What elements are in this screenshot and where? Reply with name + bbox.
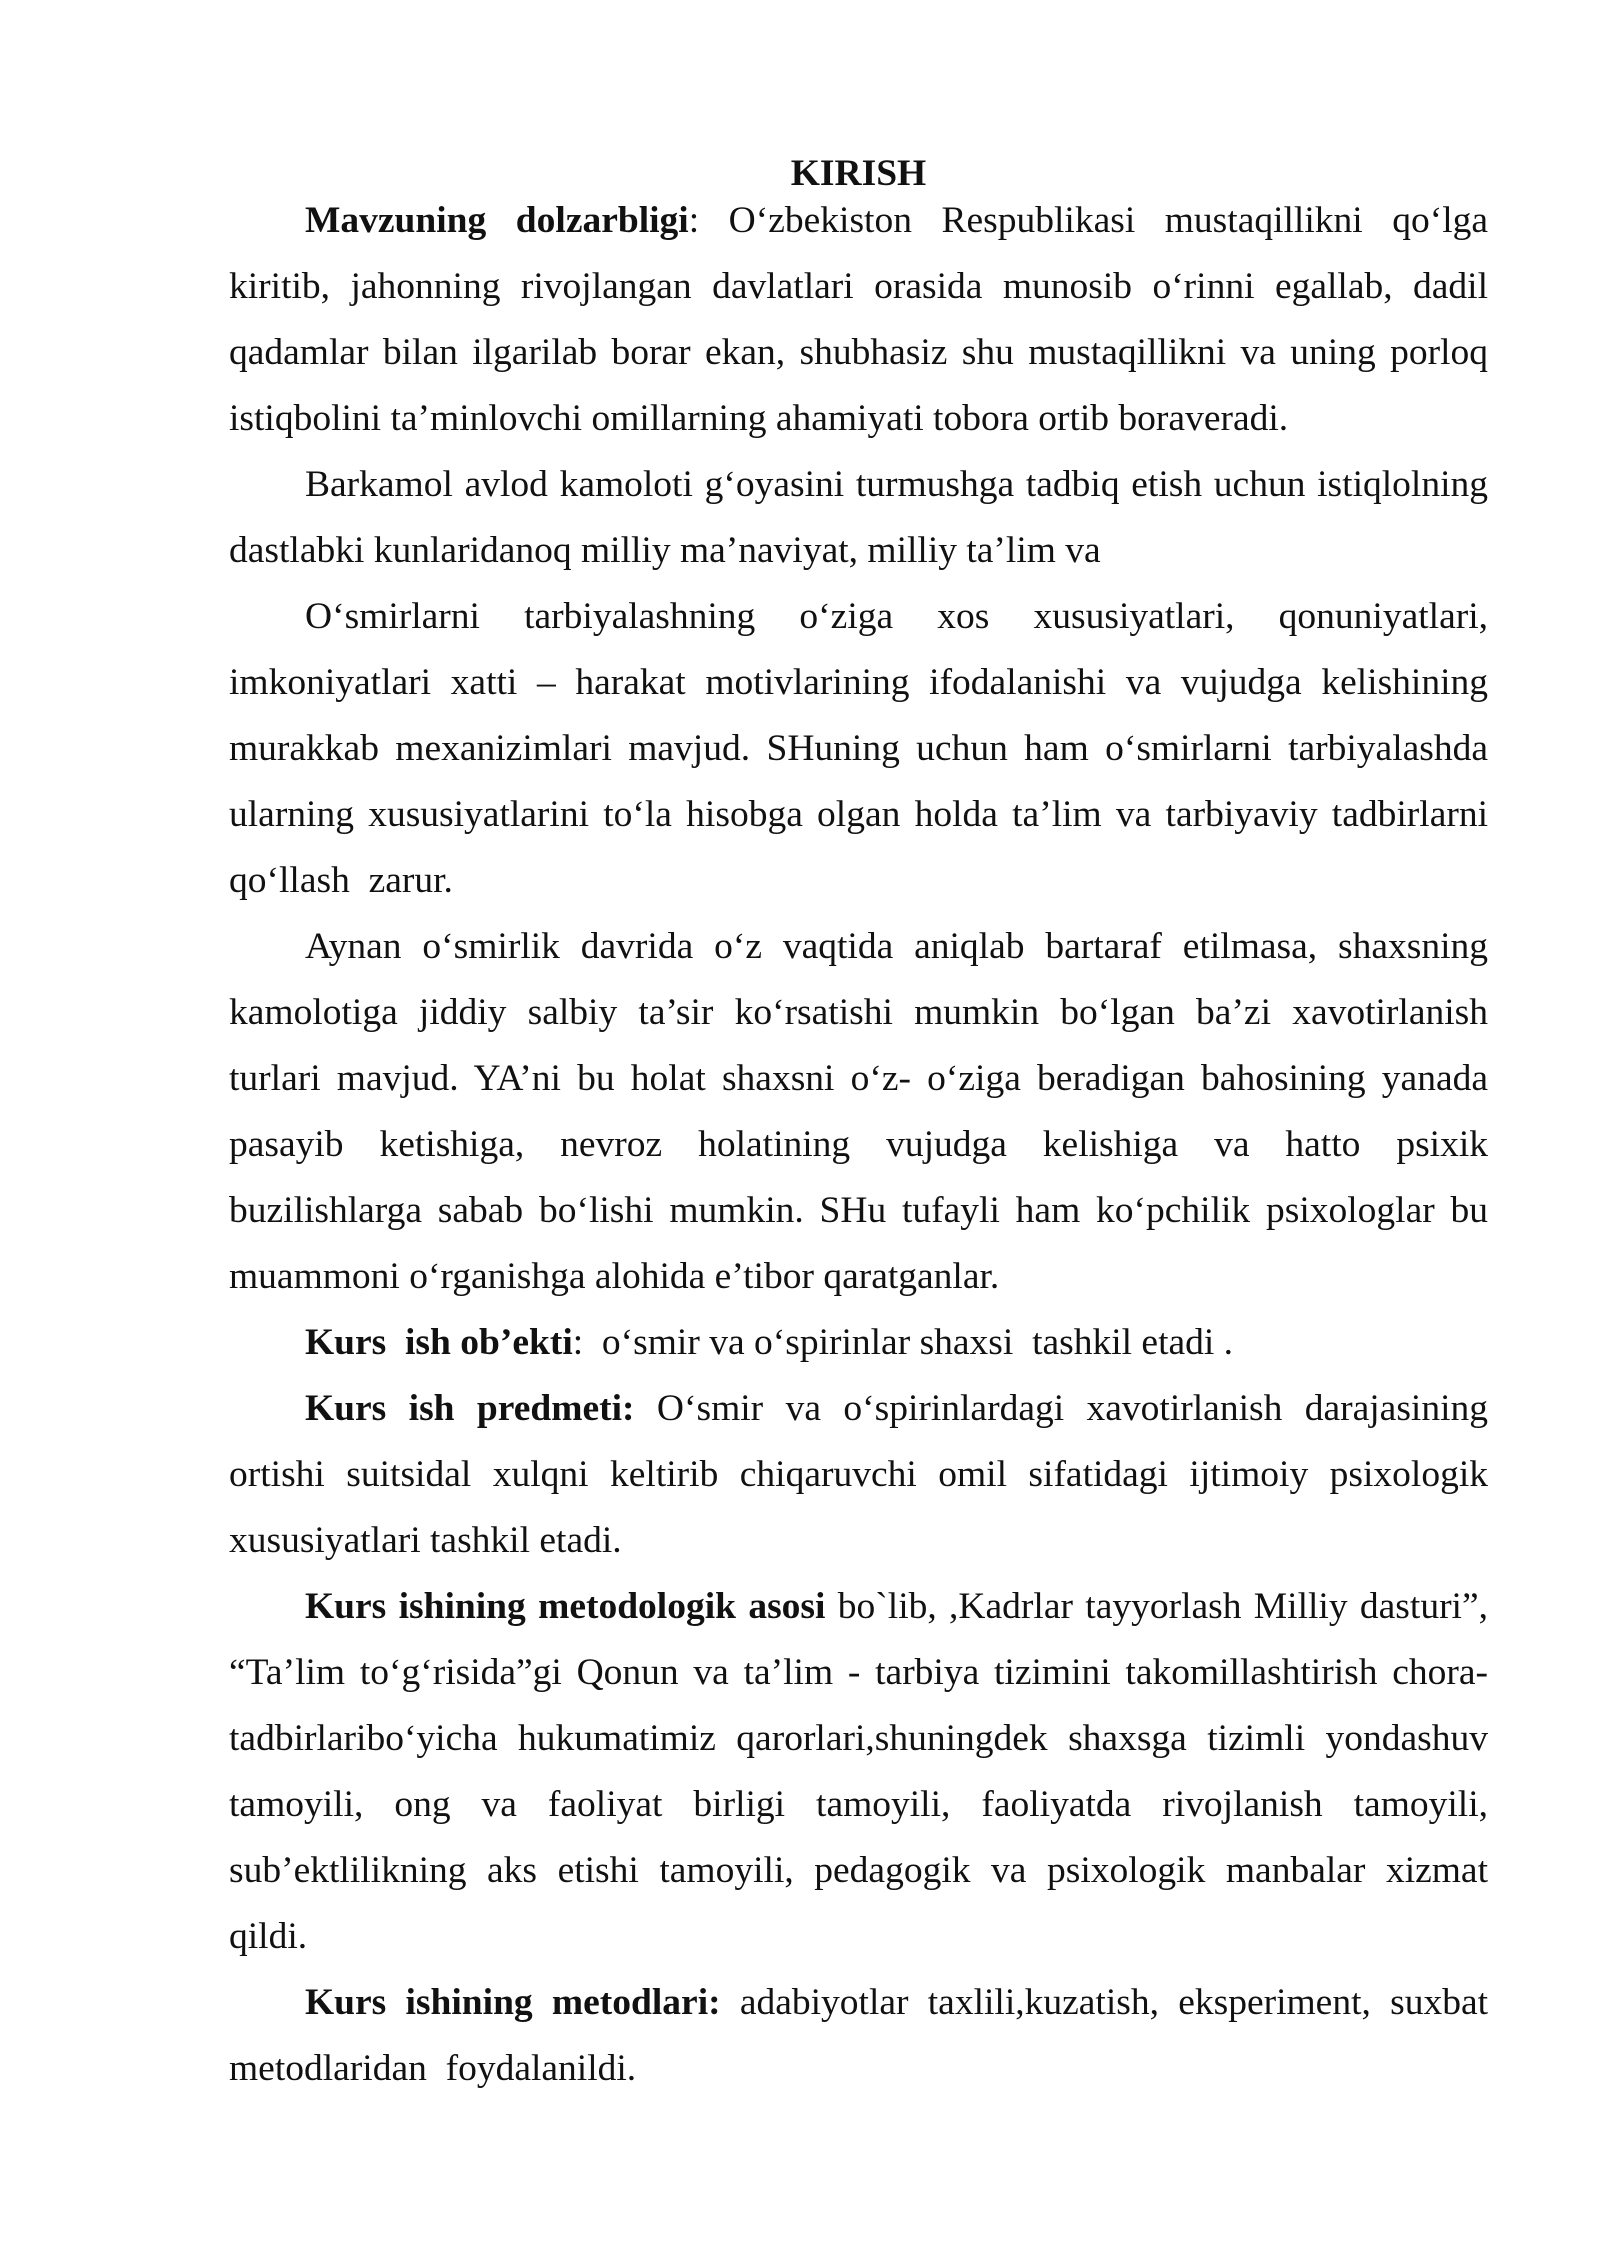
text-line [229,716,1488,782]
text-line [229,650,1488,716]
text-line [229,1508,1488,1574]
line-text: : o‘smir va o‘spirinlar shaxsi tashkil etadi . [572,1322,1234,1363]
text-line [229,1904,1488,1970]
document-body [229,188,1488,2102]
line-text: murakkab mexanizimlari mavjud. SHuning uchun ham o‘smirlarni tarbiyalashda [229,728,1488,769]
text-line [229,1706,1488,1772]
text-line [229,848,1488,914]
paragraph-relevance [229,188,1488,452]
text-line [229,1574,1488,1640]
paragraph [229,914,1488,1310]
text-line [229,254,1488,320]
line-text: O‘smir va o‘spirinlardagi xavotirlanish darajasining [634,1388,1488,1429]
paragraph [229,452,1488,584]
bold-lead-in: Kurs ishining metodlari: [305,1982,721,2023]
paragraph-methodology [229,1574,1488,1970]
line-text: “Ta’lim to‘g‘risida”gi Qonun va ta’lim - tarbiya tizimini takomillashtirish chora- [229,1652,1488,1693]
line-text: buzilishlarga sabab bo‘lishi mumkin. SHu tufayli ham ko‘pchilik psixologlar bu [229,1190,1488,1231]
line-text: O‘smirlarni tarbiyalashning o‘ziga xos xususiyatlari, qonuniyatlari, [305,596,1488,637]
line-text: imkoniyatlari xatti – harakat motivlarining ifodalanishi va vujudga kelishining [229,662,1488,703]
line-text: tamoyili, ong va faoliyat birligi tamoyili, faoliyatda rivojlanish tamoyili, [229,1784,1488,1825]
line-text: qo‘llash zarur. [229,860,453,901]
text-line [229,188,1488,254]
line-text: adabiyotlar taxlili,kuzatish, eksperiment, suxbat [720,1982,1489,2023]
line-text: qadamlar bilan ilgarilab borar ekan, shubhasiz shu mustaqillikni va uning porloq [229,332,1488,373]
text-line [229,1310,1488,1376]
text-line [229,1442,1488,1508]
line-text: : O‘zbekiston Respublikasi mustaqillikni qo‘lga [688,200,1489,241]
paragraph-object [229,1310,1488,1376]
line-text: turlari mavjud. YA’ni bu holat shaxsni o‘z- o‘ziga beradigan bahosining yanada [229,1058,1488,1099]
bold-lead-in: Kurs ishining metodologik asosi [305,1586,826,1627]
bold-lead-in: Kurs ish predmeti: [305,1388,635,1429]
line-text: Barkamol avlod kamoloti g‘oyasini turmushga tadbiq etish uchun istiqlolning [305,464,1488,505]
line-text: pasayib ketishiga, nevroz holatining vujudga kelishiga va hatto psixik [229,1124,1488,1165]
line-text: qildi. [229,1916,308,1957]
text-line [229,1046,1488,1112]
line-text: ortishi suitsidal xulqni keltirib chiqaruvchi omil sifatidagi ijtimoiy psixologik [229,1454,1488,1495]
bold-lead-in: Kurs ish ob’ekti [305,1322,573,1363]
text-line [229,1838,1488,1904]
line-text: kamolotiga jiddiy salbiy ta’sir ko‘rsatishi mumkin bo‘lgan ba’zi xavotirlanish [229,992,1488,1033]
bold-lead-in: Mavzuning dolzarbligi [305,200,689,241]
text-line [229,2036,1488,2102]
paragraph-subject [229,1376,1488,1574]
document-title: KIRISH [790,153,927,194]
text-line [229,1772,1488,1838]
paragraph [229,584,1488,914]
text-line [229,782,1488,848]
text-line [229,914,1488,980]
text-line [229,452,1488,518]
text-line [229,1244,1488,1310]
line-text: xususiyatlari tashkil etadi. [229,1520,622,1561]
text-line [229,1640,1488,1706]
text-line [229,1970,1488,2036]
line-text: metodlaridan foydalanildi. [229,2048,637,2089]
line-text: dastlabki kunlaridanoq milliy ma’naviyat, milliy ta’lim va [229,530,1101,571]
line-text: tadbirlaribo‘yicha hukumatimiz qarorlari,shuningdek shaxsga tizimli yondashuv [229,1718,1488,1759]
text-line [229,518,1488,584]
text-line [229,1376,1488,1442]
line-text: bo`lib, ,Kadrlar tayyorlash Milliy dasturi”, [825,1586,1488,1627]
text-line [229,584,1488,650]
line-text: muammoni o‘rganishga alohida e’tibor qaratganlar. [229,1256,1000,1297]
line-text: ularning xususiyatlarini to‘la hisobga olgan holda ta’lim va tarbiyaviy tadbirlarni [229,794,1488,835]
line-text: kiritib, jahonning rivojlangan davlatlari orasida munosib o‘rinni egallab, dadil [229,266,1488,307]
text-line [229,386,1488,452]
text-line [229,980,1488,1046]
text-line [229,1112,1488,1178]
line-text: Aynan o‘smirlik davrida o‘z vaqtida aniqlab bartaraf etilmasa, shaxsning [305,926,1488,967]
line-text: sub’ektlilikning aks etishi tamoyili, pedagogik va psixologik manbalar xizmat [229,1850,1488,1891]
line-text: istiqbolini ta’minlovchi omillarning ahamiyati tobora ortib boraveradi. [229,398,1289,439]
paragraph-methods [229,1970,1488,2102]
text-line [229,320,1488,386]
text-line [229,1178,1488,1244]
